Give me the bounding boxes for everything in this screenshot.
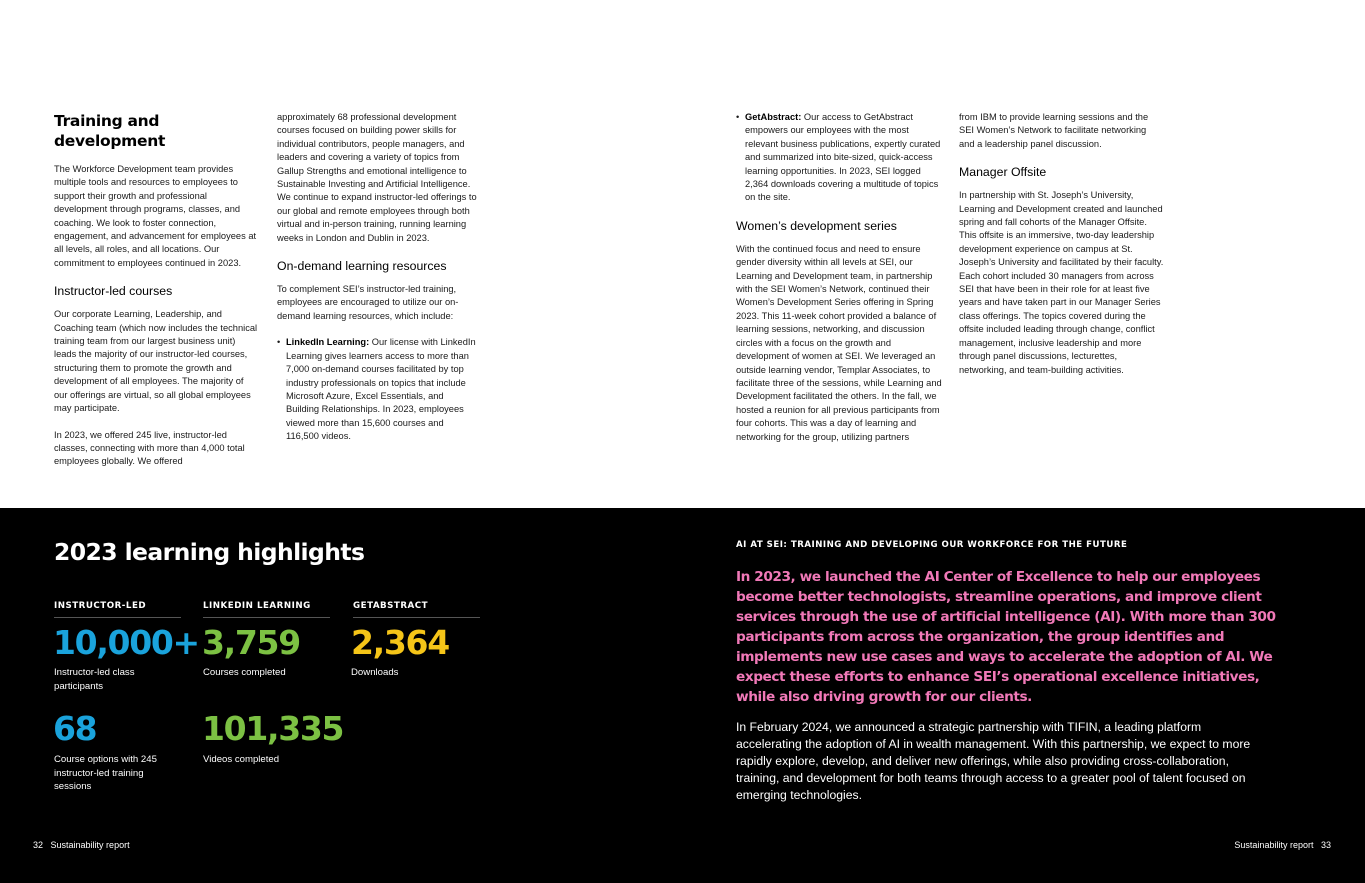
stat-label-course-options: Course options with 245 instructor-led training sessions	[54, 754, 157, 792]
footer-right	[1234, 840, 1331, 850]
highlights-title: 2023 learning highlights	[54, 538, 365, 566]
paragraph: from IBM to provide learning sessions and the SEI Women’s Network to facilitate networking and a leadership panel discussion.	[959, 112, 1149, 149]
intro-paragraph: The Workforce Development team provides multiple tools and resources to employees to support their growth and professional development through programs, classes, and coaching. We look to foster connection, engagement, and advancement for employees at all levels, all roles, and all locations. Our commitment to employees continued in 2023.	[54, 164, 257, 268]
stat-value-videos-completed: 101,335	[202, 709, 344, 748]
bullet-linkedin-learning	[277, 336, 477, 443]
stat-value-course-options: 68	[53, 709, 97, 748]
paragraph: Our corporate Learning, Leadership, and Coaching team (which now includes the technical training team from our largest business unit) leads the majority of our instructor-led courses, structuring them to promote the growth and development of all employees. The majority of our offerings are virtual, so all global employees may participate.	[54, 309, 258, 414]
stat-label-courses-completed: Courses completed	[203, 667, 286, 678]
section-heading: Training and development	[54, 112, 166, 150]
bullet-title: GetAbstract:	[745, 112, 802, 122]
stat-label-videos-completed: Videos completed	[203, 754, 280, 765]
stat-value-participants: 10,000+	[53, 623, 199, 662]
paragraph: In 2023, we offered 245 live, instructor-led classes, connecting with more than 4,000 total employees globally. We offered	[54, 429, 245, 467]
column-2	[277, 111, 477, 444]
column-4	[959, 111, 1164, 390]
stat-value-courses-completed: 3,759	[202, 623, 300, 662]
subheading-manager-offsite: Manager Offsite	[959, 165, 1047, 180]
footer-left	[33, 840, 130, 850]
stat-header-instructor-led: INSTRUCTOR-LED	[54, 601, 181, 618]
stat-value-downloads: 2,364	[351, 623, 449, 662]
page-number-left: 32	[33, 840, 44, 850]
stat-label-downloads: Downloads	[351, 667, 399, 678]
subheading-on-demand: On-demand learning resources	[277, 259, 447, 274]
stat-label-participants: Instructor-led class participants	[54, 667, 135, 692]
column-3	[736, 111, 942, 457]
ai-section-heading: AI AT SEI: TRAINING AND DEVELOPING OUR WORKFORCE FOR THE FUTURE	[736, 540, 1128, 550]
footer-label-left: Sustainability report	[50, 840, 130, 850]
paragraph: To complement SEI’s instructor-led training, employees are encouraged to utilize our on-demand learning resources, which include:	[277, 284, 459, 321]
bullet-getabstract	[736, 111, 942, 205]
ai-body-paragraph: In February 2024, we announced a strategic partnership with TIFIN, a leading platform accelerating the adoption of AI in wealth management. With this partnership, we expect to more rapidly explore, develop, and deliver new offerings, while also providing cross-collaboration, training, and development for both teams through access to a greater pool of talent focused on emerging technologies.	[736, 720, 1251, 802]
paragraph: With the continued focus and need to ensure gender diversity within all levels at SEI, our Learning and Development team, in partnership with the SEI Women’s Network, continued their Women’s Development Series offering in Spring 2023. This 11-week cohort provided a balance of learning sessions, networking, and discussion circles with a focus on the growth and development of women at SEI. We leveraged an outside learning vendor, Templar Associates, to facilitate three of the sessions, while Learning and Development facilitated the others. In the fall, we hosted a reunion for all previous participants from four cohorts. This was a day of learning and networking for the group, utilizing partners	[736, 243, 942, 442]
highlights-band	[0, 508, 1365, 883]
footer-label-right: Sustainability report	[1234, 840, 1314, 850]
paragraph: In partnership with St. Joseph’s University, Learning and Development created and launched spring and fall cohorts of the Manager Offsite. This offsite is an immersive, two-day leadership development experience on campus at St. Joseph’s University and facilitated by their faculty. Each cohort included 30 managers from across SEI that have been in their role for at least five years and have taken part in our Manager Series class offerings. The topics covered during the offsite included leading through change, conflict management, inclusive leadership and more through panel discussions, lecturettes, networking, and team-building activities.	[959, 190, 1164, 375]
bullet-text: Our license with LinkedIn Learning gives learners access to more than 7,000 on-demand courses facilitated by top industry professionals on topics that include Microsoft Azure, Excel Essentials, and Building Relationships. In 2023, employees viewed more than 15,600 courses and 116,500 videos.	[286, 337, 476, 442]
stat-header-linkedin-learning: LINKEDIN LEARNING	[203, 601, 330, 618]
ai-lead-paragraph: In 2023, we launched the AI Center of Excellence to help our employees become better technologists, streamline operations, and improve client services through the use of artificial intelligence (AI). With more than 300 participants from across the organization, the group identifies and implements new use cases and ways to accelerate the adoption of AI. We expect these efforts to enhance SEI’s operational excellence initiatives, while also driving growth for our clients.	[736, 569, 1276, 705]
bullet-title: LinkedIn Learning:	[286, 337, 370, 348]
stat-header-getabstract: GETABSTRACT	[353, 601, 480, 618]
column-1	[54, 111, 259, 482]
page-number-right: 33	[1320, 840, 1331, 850]
subheading-instructor-led: Instructor-led courses	[54, 284, 173, 299]
paragraph: approximately 68 professional development courses focused on building power skills for individual contributors, people managers, and leaders and covering a variety of topics from Gallup Strengths and emotional intelligence to Sustainable Investing and Artificial Intelligence. We continue to expand instructor-led offerings to our global and remote employees through both virtual and in-person training, running learning weeks in London and Dublin in 2023.	[277, 112, 477, 243]
bullet-text: Our access to GetAbstract empowers our employees with the most relevant business publications, expertly curated and summarized into bite-sized, quick-access learning opportunities. In 2023, SEI logged 2,364 downloads covering a multitude of topics on the site.	[745, 112, 941, 203]
subheading-womens-development: Women’s development series	[736, 218, 897, 233]
